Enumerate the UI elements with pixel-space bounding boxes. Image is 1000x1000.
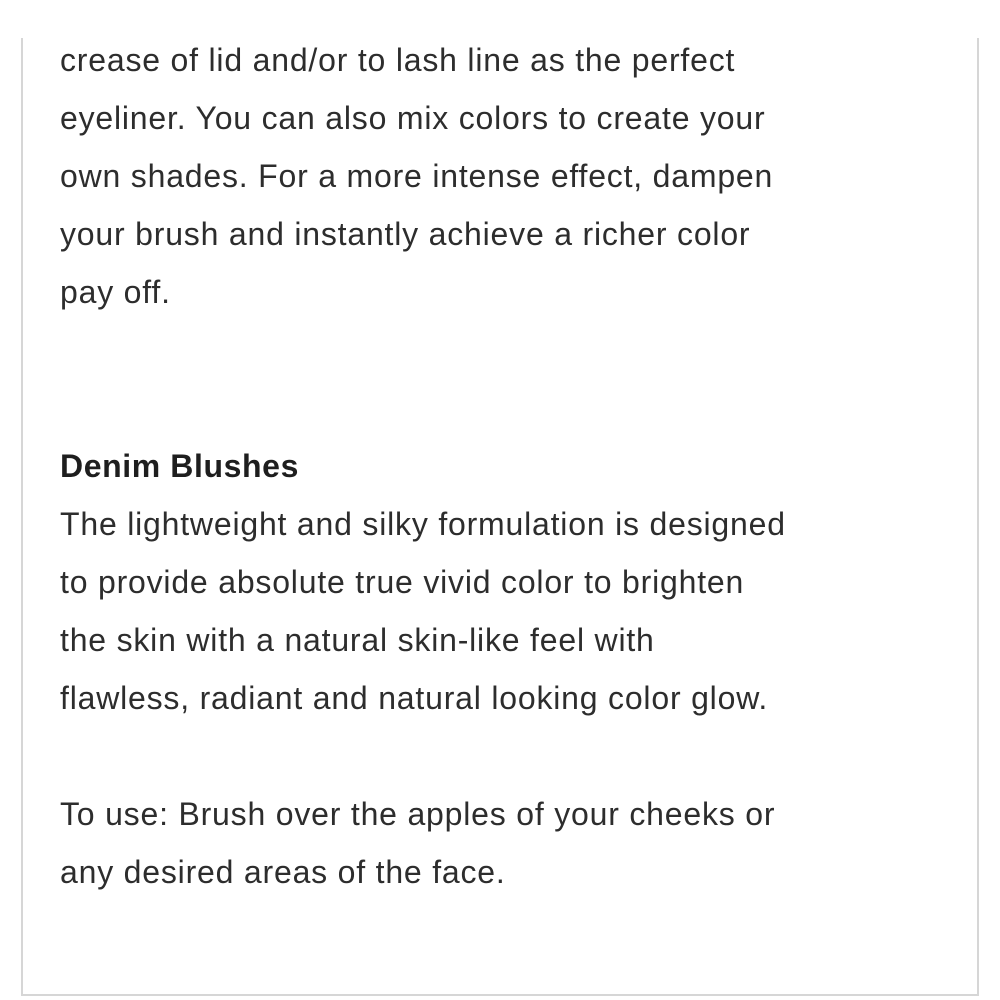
section-heading: Denim Blushes: [60, 448, 299, 484]
description-line: your brush and instantly achieve a richer color: [60, 216, 751, 252]
description-line: flawless, radiant and natural looking color glow.: [60, 680, 769, 716]
description-paragraph: [60, 38, 939, 321]
description-line: The lightweight and silky formulation is designed: [60, 506, 786, 542]
description-line: own shades. For a more intense effect, dampen: [60, 158, 774, 194]
description-line: pay off.: [60, 274, 171, 310]
description-line: the skin with a natural skin-like feel with: [60, 622, 655, 658]
description-line: eyeliner. You can also mix colors to create your: [60, 100, 766, 136]
description-line: any desired areas of the face.: [60, 854, 506, 890]
description-line: To use: Brush over the apples of your cheeks or: [60, 796, 776, 832]
description-paragraph: [60, 495, 939, 727]
description-line: crease of lid and/or to lash line as the perfect: [60, 42, 736, 78]
product-description-text: [60, 38, 939, 901]
description-paragraph: [60, 785, 939, 901]
product-description-panel: [21, 38, 979, 996]
description-line: to provide absolute true vivid color to brighten: [60, 564, 745, 600]
